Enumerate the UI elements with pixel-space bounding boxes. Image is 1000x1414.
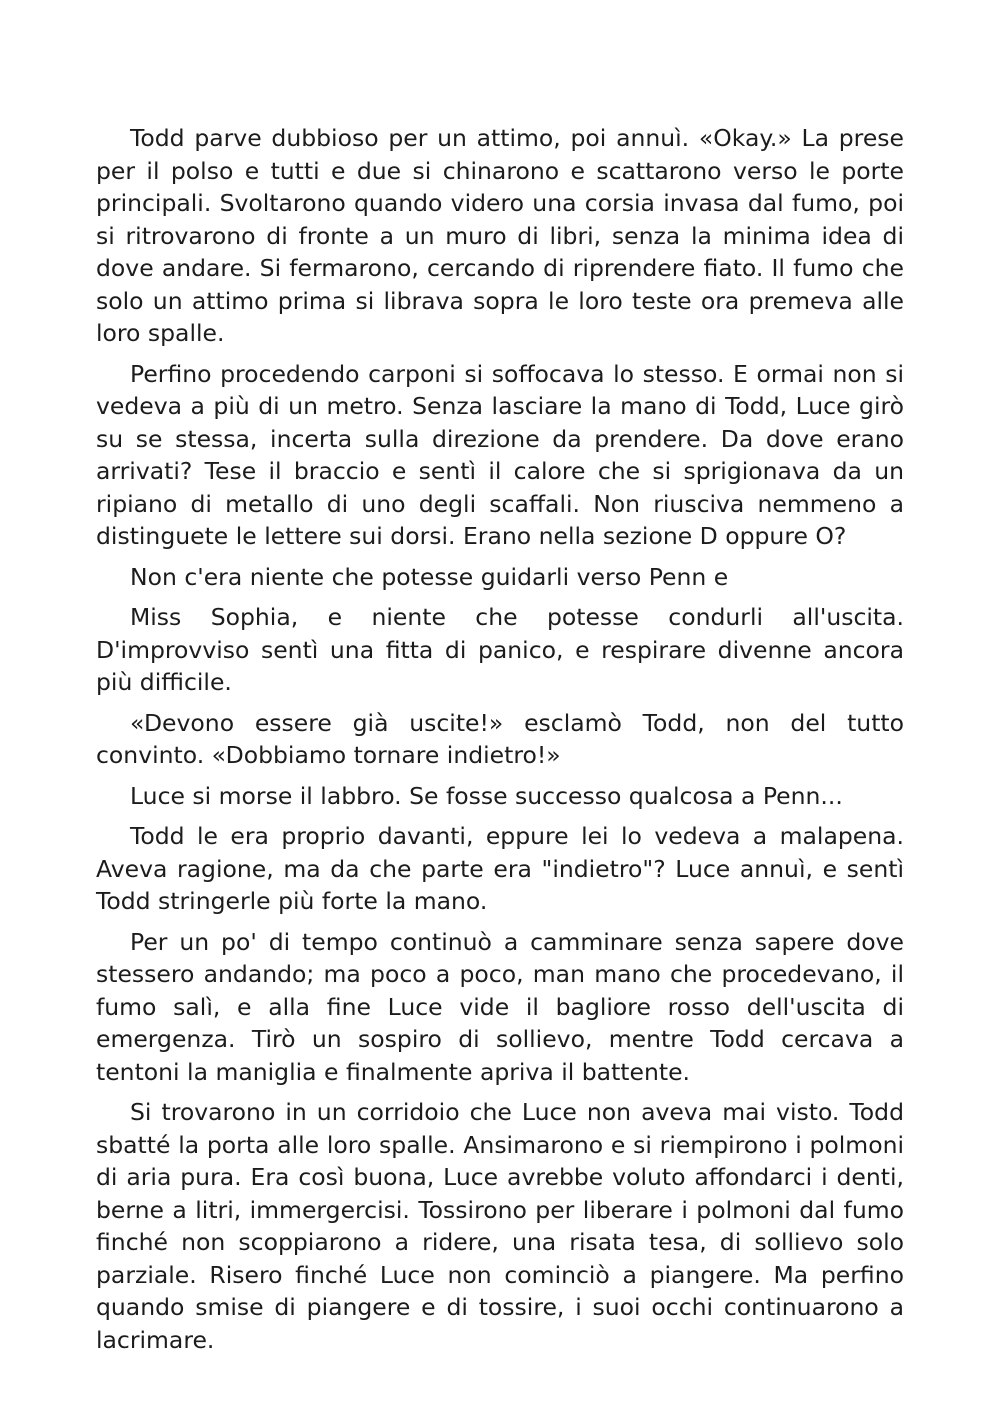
paragraph: Luce si morse il labbro. Se fosse successo qualcosa a Penn... [130,781,843,810]
page-body [96,122,904,1364]
paragraph: Todd le era proprio davanti, eppure lei lo vedeva a malapena. Aveva ragione, ma da che parte era "indietro"? Luce annuì, e sentì Todd stringerle più forte la mano. [96,822,904,915]
paragraph: Miss Sophia, e niente che potesse condurli all'uscita. D'improvviso sentì una fitta di panico, e respirare divenne ancora più difficile. [96,603,904,696]
paragraph: Non c'era niente che potesse guidarli verso Penn e [130,562,729,591]
paragraph: Per un po' di tempo continuò a camminare senza sapere dove stessero andando; ma poco a poco, man mano che procedevano, il fumo salì, e alla fine Luce vide il bagliore rosso dell'uscita di emergenza. Tirò un sospiro di sollievo, mentre Todd cercava a tentoni la maniglia e finalmente apriva il battente. [96,927,904,1086]
paragraph: Si trovarono in un corridoio che Luce non aveva mai visto. Todd sbatté la porta alle loro spalle. Ansimarono e si riempirono i polmoni di aria pura. Era così buona, Luce avrebbe voluto affondarci i denti, berne a litri, immergercisi. Tossirono per liberare i polmoni dal fumo finché non scoppiarono a ridere, una risata tesa, di sollievo solo parziale. Risero finché Luce non cominciò a piangere. Ma perfino quando smise di piangere e di tossire, i suoi occhi continuarono a lacrimare. [96,1098,904,1354]
paragraph: Todd parve dubbioso per un attimo, poi annuì. «Okay.» La prese per il polso e tutti e due si chinarono e scattarono verso le porte principali. Svoltarono quando videro una corsia invasa dal fumo, poi si ritrovarono di fronte a un muro di libri, senza la minima idea di dove andare. Si fermarono, cercando di riprendere fiato. Il fumo che solo un attimo prima si librava sopra le loro teste ora premeva alle loro spalle. [96,124,904,347]
paragraph: Perfino procedendo carponi si soffocava lo stesso. E ormai non si vedeva a più di un metro. Senza lasciare la mano di Todd, Luce girò su se stessa, incerta sulla direzione da prendere. Da dove erano arrivati? Tese il braccio e sentì il calore che si sprigionava da un ripiano di metallo di uno degli scaffali. Non riusciva nemmeno a distinguete le lettere sui dorsi. Erano nella sezione D oppure O? [96,359,904,550]
paragraph: «Devono essere già uscite!» esclamò Todd, non del tutto convinto. «Dobbiamo tornare indietro!» [96,708,904,769]
